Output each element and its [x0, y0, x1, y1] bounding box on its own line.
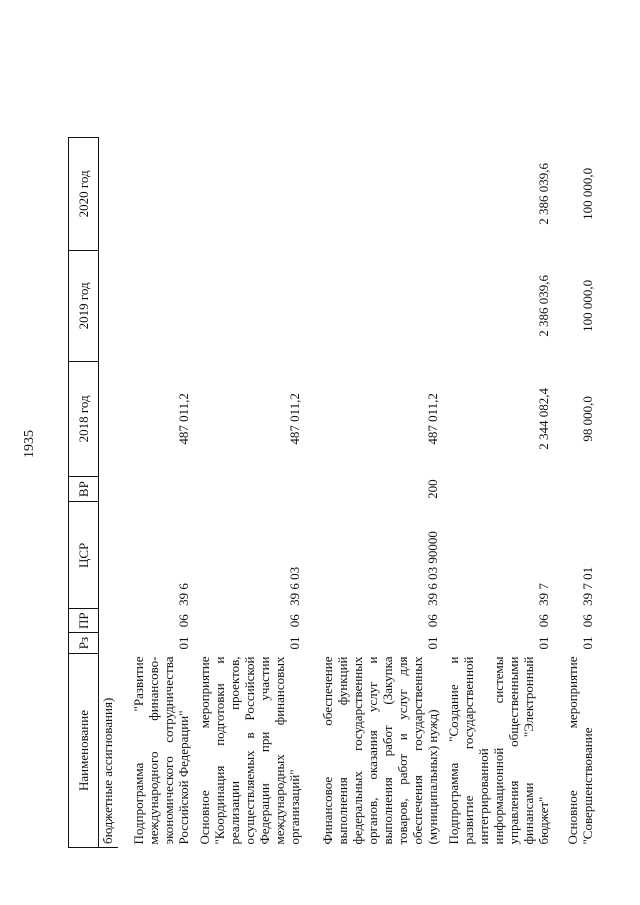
col-header-2020: 2020 год [69, 137, 99, 250]
row-vr [443, 476, 554, 502]
row-2018: 487 011,2 [425, 393, 440, 445]
table-header-row [69, 137, 99, 847]
continuation-row [99, 137, 119, 847]
row-csr: 39 6 03 90000 [425, 531, 440, 606]
row-rz: 01 [580, 636, 595, 650]
row-2018: 487 011,2 [287, 393, 302, 445]
row-rz: 01 [176, 636, 191, 650]
row-csr: 39 6 03 [287, 566, 302, 606]
row-pr: 06 [425, 614, 440, 628]
row-2018: 487 011,2 [176, 393, 191, 445]
page-number: 1935 [22, 430, 37, 458]
row-vr [194, 476, 305, 502]
row-2019 [194, 250, 305, 361]
col-header-rz: Рз [69, 633, 99, 654]
col-header-vr: ВР [69, 476, 99, 502]
row-2019 [118, 250, 194, 361]
row-2020 [305, 137, 443, 250]
table-row [194, 137, 305, 847]
table-row [554, 137, 598, 847]
row-2019: 2 386 039,6 [536, 275, 551, 337]
table-row [305, 137, 443, 847]
row-2020 [118, 137, 194, 250]
col-header-2018: 2018 год [69, 361, 99, 476]
row-2018: 2 344 082,4 [536, 388, 551, 450]
col-header-pr: ПР [69, 609, 99, 633]
row-rz: 01 [536, 636, 551, 650]
row-rz: 01 [287, 636, 302, 650]
col-header-name: Наименование [69, 654, 99, 848]
row-rz: 01 [425, 636, 440, 650]
row-name: Финансовое обеспечение выполнения функций федеральных государственных органов, оказания услуг и выполнения работ (Закупка товаров, работ и услуг для обеспечения государственных (муниципальных) нужд) [320, 656, 440, 845]
row-pr: 06 [287, 614, 302, 628]
row-csr: 39 7 [536, 583, 551, 606]
row-2018: 98 000,0 [580, 396, 595, 442]
row-2020 [194, 137, 305, 250]
col-header-csr: ЦСР [69, 502, 99, 609]
table-row [443, 137, 554, 847]
row-csr: 39 7 01 [580, 566, 595, 606]
row-pr: 06 [580, 614, 595, 628]
row-vr [118, 476, 194, 502]
row-pr: 06 [536, 614, 551, 628]
row-2020: 2 386 039,6 [536, 163, 551, 225]
row-csr: 39 6 [176, 583, 191, 606]
row-2019 [305, 250, 443, 361]
row-name: Подпрограмма "Создание и развитие государственной интегрированной информационной системы управления общественными финансами "Электронный бюджет" [446, 656, 551, 845]
row-2020: 100 000,0 [580, 167, 595, 220]
continuation-text: бюджетные ассигнования) [99, 137, 119, 847]
row-name: Основное мероприятие "Координация подготовки и реализации проектов, осуществляемых в Российской Федерации при участии международных финансовых организаций" [197, 656, 302, 845]
row-name: Основное мероприятие "Совершенствование [565, 656, 595, 845]
col-header-2019: 2019 год [69, 250, 99, 361]
row-vr: 200 [425, 479, 440, 499]
row-2019: 100 000,0 [580, 279, 595, 332]
row-pr: 06 [176, 614, 191, 628]
budget-table [68, 137, 598, 848]
table-row [118, 137, 194, 847]
row-vr [554, 476, 598, 502]
row-name: Подпрограмма "Развитие международного финансово-экономического сотрудничества Российской Федерации" [131, 656, 191, 845]
